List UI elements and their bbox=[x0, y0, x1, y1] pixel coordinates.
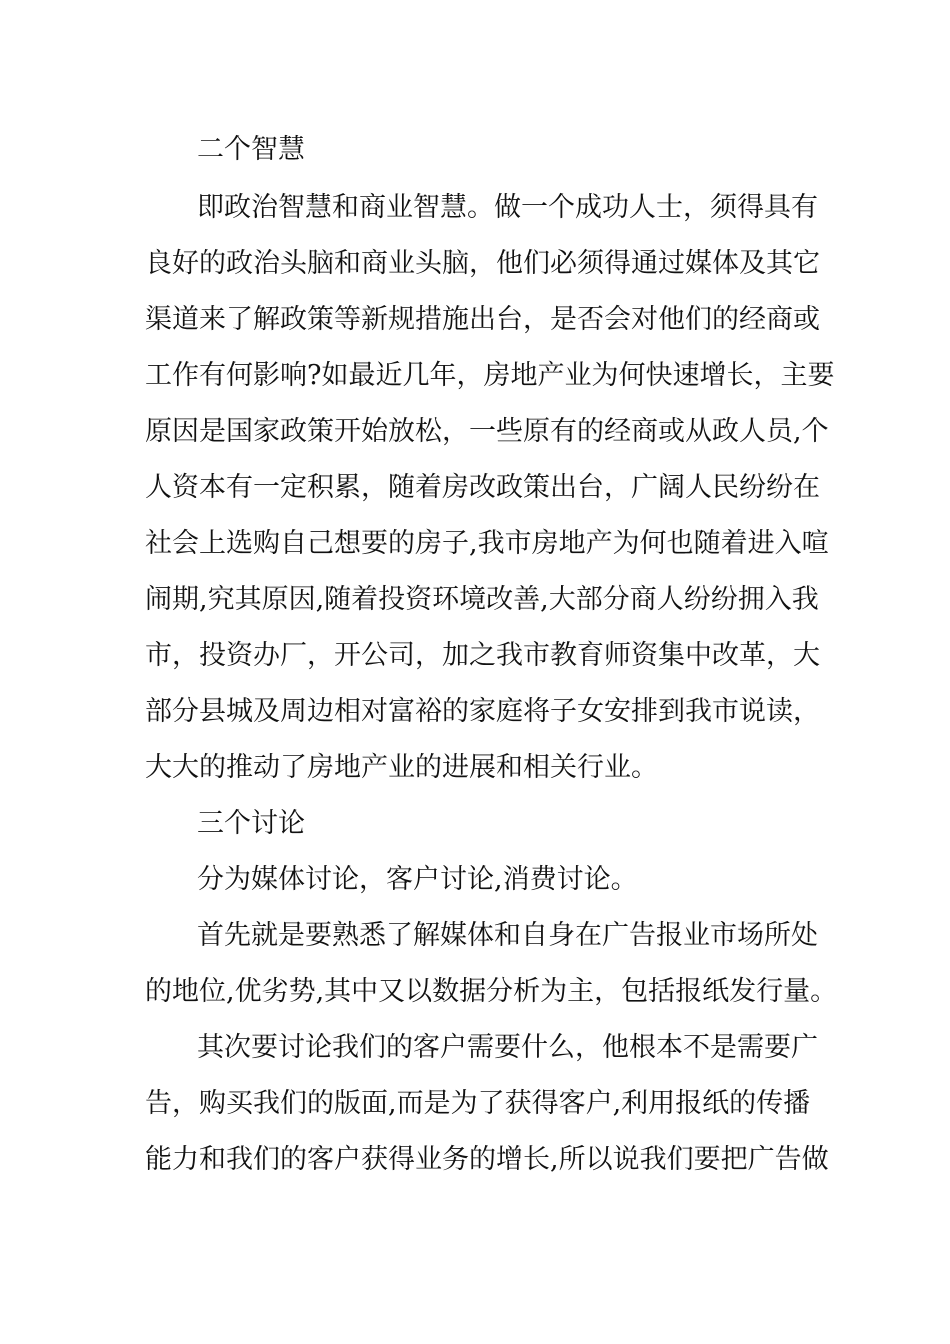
section-heading: 三个讨论 bbox=[197, 808, 305, 839]
paragraph-line: 能力和我们的客户获得业务的增长,所以说我们要把广告做 bbox=[145, 1144, 829, 1175]
paragraph-line: 人资本有一定积累，随着房改政策出台，广阔人民纷纷在 bbox=[145, 472, 820, 503]
paragraph-line: 部分县城及周边相对富裕的家庭将子女安排到我市说读， bbox=[145, 696, 820, 727]
paragraph-line: 原因是国家政策开始放松，一些原有的经商或从政人员,个 bbox=[145, 416, 829, 447]
paragraph-line: 的地位,优劣势,其中又以数据分析为主，包括报纸发行量。 bbox=[145, 976, 838, 1007]
paragraph-line: 社会上选购自己想要的房子,我市房地产为何也随着进入喧 bbox=[145, 528, 829, 559]
paragraph-line: 闹期,究其原因,随着投资环境改善,大部分商人纷纷拥入我 bbox=[145, 584, 819, 615]
paragraph-line: 首先就是要熟悉了解媒体和自身在广告报业市场所处 bbox=[197, 920, 818, 951]
paragraph-line: 渠道来了解政策等新规措施出台，是否会对他们的经商或 bbox=[145, 304, 820, 335]
paragraph-line: 其次要讨论我们的客户需要什么，他根本不是需要广 bbox=[197, 1032, 818, 1063]
paragraph-line: 告，购买我们的版面,而是为了获得客户,利用报纸的传播 bbox=[145, 1088, 811, 1119]
paragraph-line: 市，投资办厂，开公司，加之我市教育师资集中改革，大 bbox=[145, 640, 820, 671]
paragraph-line: 工作有何影响?如最近几年，房地产业为何快速增长，主要 bbox=[145, 360, 835, 391]
paragraph-line: 分为媒体讨论，客户讨论,消费讨论。 bbox=[197, 864, 638, 895]
paragraph-line: 良好的政治头脑和商业头脑，他们必须得通过媒体及其它 bbox=[145, 248, 820, 279]
paragraph-line: 大大的推动了房地产业的进展和相关行业。 bbox=[145, 752, 658, 783]
paragraph-line: 即政治智慧和商业智慧。做一个成功人士，须得具有 bbox=[197, 192, 818, 223]
section-heading: 二个智慧 bbox=[197, 134, 305, 165]
